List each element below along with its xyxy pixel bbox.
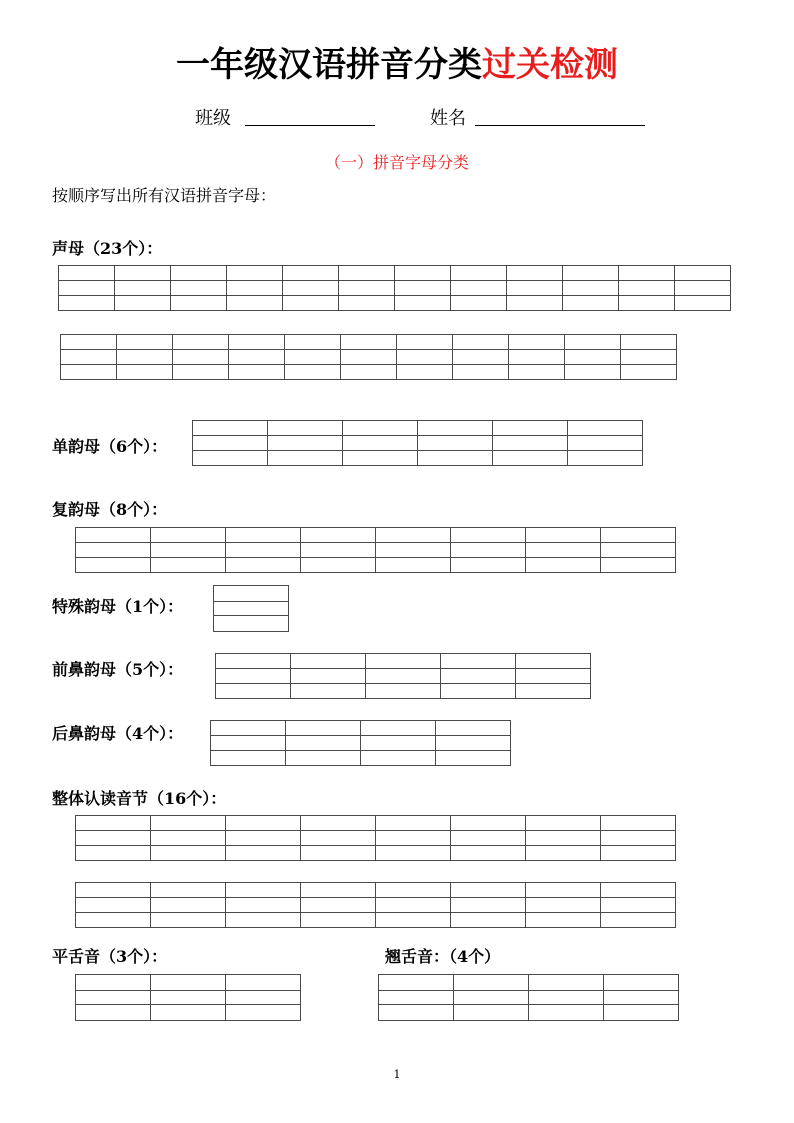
pinyin-writing-cell[interactable] xyxy=(525,527,601,573)
pinyin-writing-cell[interactable] xyxy=(114,265,171,311)
pinyin-writing-cell[interactable] xyxy=(228,334,285,380)
pinyin-writing-cell[interactable] xyxy=(342,420,418,466)
pinyin-writing-cell[interactable] xyxy=(600,882,676,928)
pinyin-writing-cell[interactable] xyxy=(225,527,301,573)
pinyin-writing-cell[interactable] xyxy=(285,720,361,766)
pinyin-writing-cell[interactable] xyxy=(378,974,454,1021)
pinyin-writing-cell[interactable] xyxy=(116,334,173,380)
instruction-text: 按顺序写出所有汉语拼音字母： xyxy=(52,186,277,205)
grid-teshu[interactable] xyxy=(213,585,289,632)
pinyin-writing-cell[interactable] xyxy=(450,527,526,573)
pinyin-writing-cell[interactable] xyxy=(417,420,493,466)
grid-zhengti-row2[interactable] xyxy=(75,882,676,928)
pinyin-writing-cell[interactable] xyxy=(375,815,451,861)
pinyin-writing-cell[interactable] xyxy=(75,974,151,1021)
pinyin-writing-cell[interactable] xyxy=(170,265,227,311)
pinyin-writing-cell[interactable] xyxy=(300,815,376,861)
pinyin-writing-cell[interactable] xyxy=(508,334,565,380)
pinyin-writing-cell[interactable] xyxy=(267,420,343,466)
pinyin-writing-cell[interactable] xyxy=(435,720,511,766)
pinyin-writing-cell[interactable] xyxy=(492,420,568,466)
pinyin-writing-cell[interactable] xyxy=(75,882,151,928)
pinyin-writing-cell[interactable] xyxy=(225,974,301,1021)
pinyin-writing-cell[interactable] xyxy=(375,882,451,928)
pinyin-writing-cell[interactable] xyxy=(618,265,675,311)
label-zhengti: 整体认读音节（16个）： xyxy=(52,789,227,808)
pinyin-writing-cell[interactable] xyxy=(284,334,341,380)
pinyin-writing-cell[interactable] xyxy=(60,334,117,380)
section-heading: （一）拼音字母分类 xyxy=(324,153,469,172)
pinyin-writing-cell[interactable] xyxy=(282,265,339,311)
grid-zhengti-row1[interactable] xyxy=(75,815,676,861)
pinyin-writing-cell[interactable] xyxy=(300,527,376,573)
pinyin-writing-cell[interactable] xyxy=(603,974,679,1021)
pinyin-writing-cell[interactable] xyxy=(600,815,676,861)
label-teshu: 特殊韵母（1个）： xyxy=(52,597,184,616)
label-pingshe: 平舌音（3个）： xyxy=(52,947,168,966)
pinyin-writing-cell[interactable] xyxy=(225,882,301,928)
pinyin-writing-cell[interactable] xyxy=(567,420,643,466)
pinyin-writing-cell[interactable] xyxy=(562,265,619,311)
pinyin-writing-cell[interactable] xyxy=(58,265,115,311)
pinyin-writing-cell[interactable] xyxy=(226,265,283,311)
pinyin-writing-cell[interactable] xyxy=(150,527,226,573)
pinyin-writing-cell[interactable] xyxy=(338,265,395,311)
title-black: 一年级汉语拼音分类 xyxy=(176,45,482,85)
page-title xyxy=(0,40,794,90)
pinyin-writing-cell[interactable] xyxy=(450,882,526,928)
class-blank[interactable] xyxy=(245,125,375,126)
grid-danyunmu[interactable] xyxy=(192,420,643,466)
pinyin-writing-cell[interactable] xyxy=(515,653,591,699)
pinyin-writing-cell[interactable] xyxy=(394,265,451,311)
pinyin-writing-cell[interactable] xyxy=(450,265,507,311)
pinyin-writing-cell[interactable] xyxy=(340,334,397,380)
pinyin-writing-cell[interactable] xyxy=(215,653,291,699)
class-label: 班级 xyxy=(195,108,231,129)
label-qianbi: 前鼻韵母（5个）： xyxy=(52,660,184,679)
pinyin-writing-cell[interactable] xyxy=(453,974,529,1021)
pinyin-writing-cell[interactable] xyxy=(75,815,151,861)
page-number: 1 xyxy=(393,1068,401,1081)
grid-pingshe[interactable] xyxy=(75,974,301,1021)
label-shengmu: 声母（23个）： xyxy=(52,239,163,258)
pinyin-writing-cell[interactable] xyxy=(150,882,226,928)
pinyin-writing-cell[interactable] xyxy=(528,974,604,1021)
pinyin-writing-cell[interactable] xyxy=(192,420,268,466)
grid-fuyunmu[interactable] xyxy=(75,527,676,573)
pinyin-writing-cell[interactable] xyxy=(172,334,229,380)
pinyin-writing-cell[interactable] xyxy=(300,882,376,928)
pinyin-writing-cell[interactable] xyxy=(365,653,441,699)
pinyin-writing-cell[interactable] xyxy=(150,815,226,861)
name-blank[interactable] xyxy=(475,125,645,126)
pinyin-writing-cell[interactable] xyxy=(440,653,516,699)
name-label: 姓名 xyxy=(430,108,466,129)
pinyin-writing-cell[interactable] xyxy=(564,334,621,380)
grid-qiaoshe[interactable] xyxy=(378,974,679,1021)
label-qiaoshe: 翘舌音：（4个） xyxy=(385,947,501,966)
grid-qianbi[interactable] xyxy=(215,653,591,699)
pinyin-writing-cell[interactable] xyxy=(525,882,601,928)
pinyin-writing-cell[interactable] xyxy=(452,334,509,380)
pinyin-writing-cell[interactable] xyxy=(213,585,289,632)
pinyin-writing-cell[interactable] xyxy=(150,974,226,1021)
title-red: 过关检测 xyxy=(482,45,618,85)
pinyin-writing-cell[interactable] xyxy=(525,815,601,861)
pinyin-writing-cell[interactable] xyxy=(674,265,731,311)
pinyin-writing-cell[interactable] xyxy=(210,720,286,766)
grid-shengmu-row1[interactable] xyxy=(58,265,731,311)
pinyin-writing-cell[interactable] xyxy=(360,720,436,766)
pinyin-writing-cell[interactable] xyxy=(620,334,677,380)
label-fuyunmu: 复韵母（8个）： xyxy=(52,500,168,519)
pinyin-writing-cell[interactable] xyxy=(225,815,301,861)
label-houbi: 后鼻韵母（4个）： xyxy=(52,724,184,743)
pinyin-writing-cell[interactable] xyxy=(75,527,151,573)
pinyin-writing-cell[interactable] xyxy=(396,334,453,380)
pinyin-writing-cell[interactable] xyxy=(506,265,563,311)
pinyin-writing-cell[interactable] xyxy=(375,527,451,573)
pinyin-writing-cell[interactable] xyxy=(290,653,366,699)
pinyin-writing-cell[interactable] xyxy=(450,815,526,861)
grid-houbi[interactable] xyxy=(210,720,511,766)
grid-shengmu-row2[interactable] xyxy=(60,334,677,380)
pinyin-writing-cell[interactable] xyxy=(600,527,676,573)
label-danyunmu: 单韵母（6个）： xyxy=(52,437,168,456)
